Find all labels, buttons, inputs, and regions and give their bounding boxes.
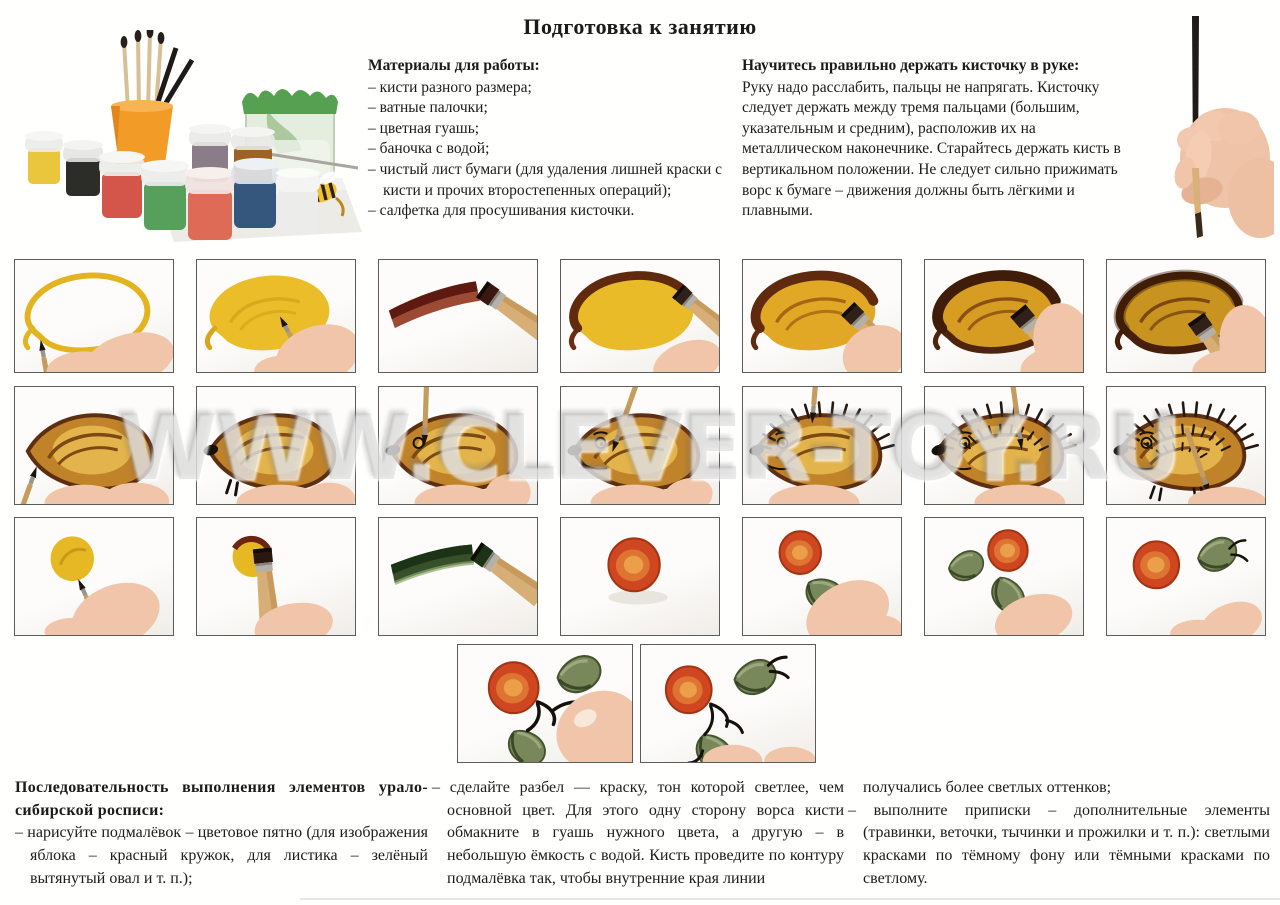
photo-circle-double-load-brush [196, 517, 356, 636]
materials-item: – цветная гуашь; [368, 119, 480, 137]
sequence-col2-items [432, 777, 844, 891]
photo-hedgehog-body-undercoat [14, 386, 174, 505]
photo-flat-brush-double-loaded-maroon [378, 259, 538, 373]
photo-row-leaf-element-steps [14, 259, 1266, 373]
materials-list [368, 78, 734, 222]
photo-art-leaf-dark-contour [925, 260, 1083, 372]
photo-leaf-finished-shading [1106, 259, 1266, 373]
photo-leaf-dark-contour [924, 259, 1084, 373]
sequence-heading: Последовательность выполнения элементов урало-сибирской росписи: [15, 779, 428, 819]
photo-art-apple-two-leaves [925, 518, 1083, 635]
photo-art-apple-stems-painting [458, 645, 632, 762]
photo-green-double-load-stroke [378, 517, 538, 636]
sequence-column-3 [848, 777, 1270, 891]
photo-hedgehog-face-details [560, 386, 720, 505]
photo-hedgehog-inner-spikes [924, 386, 1084, 505]
hand [1171, 108, 1274, 238]
photo-art-apple-with-leaf [743, 518, 901, 635]
materials-photo [6, 30, 368, 244]
photo-art-hedgehog-finished [1107, 387, 1265, 504]
photo-art-red-apple-undercoat [561, 518, 719, 635]
photo-hedgehog-nose-painted [196, 386, 356, 505]
hand-with-brush-photo [1122, 8, 1274, 250]
materials-item: – баночка с водой; [368, 140, 490, 158]
materials-heading: Материалы для работы: [368, 57, 540, 74]
sequence-col1-items [15, 822, 428, 890]
sequence-col3-items [848, 800, 1270, 891]
materials-item: – ватные палочки; [368, 99, 488, 117]
photo-art-circle-double-load-brush [197, 518, 355, 635]
materials-item: – чистый лист бумаги (для удаления лишней краски с кисти и прочих второстепенных операций); [368, 161, 723, 199]
photo-apple-two-leaves [924, 517, 1084, 636]
photo-art-green-double-load-stroke [379, 518, 537, 635]
photo-apple-with-leaf [742, 517, 902, 636]
photo-apple-twigs-finished [640, 644, 816, 763]
page-title: Подготовка к занятию [523, 14, 757, 39]
scan-edge-artifact [300, 898, 1280, 900]
photo-red-apple-undercoat [560, 517, 720, 636]
photo-art-leaf-finished-shading [1107, 260, 1265, 372]
photo-apple-leaf-shading [1106, 517, 1266, 636]
brush-hold-body: Руку надо расслабить, пальцы не напрягать. Кисточку следует держать между тремя пальцами (большим, указательным и средним), расположив их на металлическом наконечнике. Старайтесь держать кисть в вертикальном положении. Не следует сильно прижимать ворс к бумаге – движения должны быть лёгкими и плавными. [742, 78, 1121, 220]
sequence-col3-continuation: получались более светлых оттенков; [863, 779, 1112, 796]
photo-art-apple-leaf-shading [1107, 518, 1265, 635]
photo-yellow-circle-undercoat [14, 517, 174, 636]
sequence-column-1 [15, 777, 428, 891]
photo-art-hedgehog-body-undercoat [15, 387, 173, 504]
brush-hold-section [742, 56, 1138, 222]
photo-leaf-shading-progress [742, 259, 902, 373]
photo-hedgehog-eye-painting [378, 386, 538, 505]
photo-leaf-top-shading [560, 259, 720, 373]
brush-hold-heading: Научитесь правильно держать кисточку в руке: [742, 57, 1080, 74]
sequence-column-2 [432, 777, 844, 891]
photo-art-leaf-outline-contour [15, 260, 173, 372]
photo-art-leaf-top-shading [561, 260, 719, 372]
photo-art-hedgehog-face-details [561, 387, 719, 504]
photo-art-hedgehog-eye-painting [379, 387, 537, 504]
brush-cup [111, 30, 192, 164]
photo-art-hedgehog-outer-spikes [743, 387, 901, 504]
photo-art-yellow-circle-undercoat [15, 518, 173, 635]
photo-art-flat-brush-double-loaded-maroon [379, 260, 537, 372]
photo-art-apple-twigs-finished [641, 645, 815, 762]
sequence-item: – выполните приписки – дополнительные элементы (травинки, веточки, тычинки и прожилки и т. п.): светлыми красками по тёмному фону или тёмными красками по светлому. [848, 801, 1270, 887]
watermark: WWW.CLEVER-TOY.RU [118, 396, 1180, 501]
photo-art-hedgehog-nose-painted [197, 387, 355, 504]
photo-art-hedgehog-inner-spikes [925, 387, 1083, 504]
materials-section [368, 56, 734, 222]
photo-art-leaf-shading-progress [743, 260, 901, 372]
sequence-item: – сделайте разбел — краску, тон которой светлее, чем основной цвет. Для этого одну сторону ворса кисти обмакните в гуашь нужного цвета, а другую – в небольшую ёмкость с водой. Кисть проведите по контуру подмалёвка так, чтобы внутренние края линии [432, 779, 844, 887]
photo-hedgehog-outer-spikes [742, 386, 902, 505]
sequence-item: – нарисуйте подмалёвок – цветовое пятно (для изображения яблока – красный кружок, для листика – зелёный вытянутый овал и т. п.); [15, 824, 428, 887]
photo-apple-stems-painting [457, 644, 633, 763]
photo-row-apple-leaf-steps [14, 517, 1266, 636]
photo-row-hedgehog-steps [14, 386, 1266, 505]
photo-leaf-outline-contour [14, 259, 174, 373]
materials-item: – салфетка для просушивания кисточки. [368, 202, 635, 220]
materials-item: – кисти разного размера; [368, 78, 532, 96]
photo-hedgehog-finished [1106, 386, 1266, 505]
photo-leaf-filled-yellow [196, 259, 356, 373]
photo-row-apple-finishing-steps [457, 644, 816, 763]
photo-art-leaf-filled-yellow [197, 260, 355, 372]
